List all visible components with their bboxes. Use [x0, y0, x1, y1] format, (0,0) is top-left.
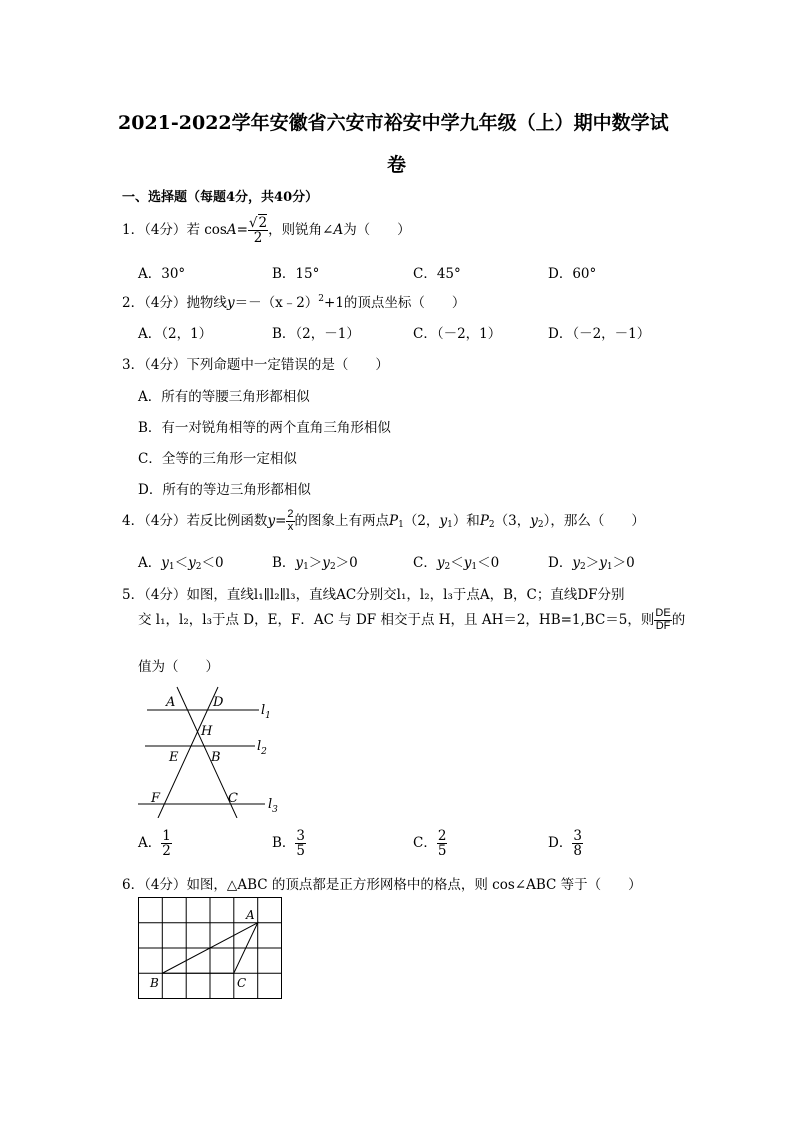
q5-option-a: A． $\frac{1}{2}$ [138, 828, 171, 860]
fig6-label-a: A [246, 908, 255, 922]
q3-option-c: C．全等的三角形一定相似 [138, 451, 297, 467]
q1-option-d: D．60° [548, 266, 597, 282]
question-5-line2: 交 l₁，l₂，l₃于点 D，E，F．AC 与 DF 相交于点 H，且 AH＝2，HB=1,BC＝5，则 $\frac{DE}{DF}$ 的 [138, 607, 686, 632]
fig5-label-a: A [166, 695, 176, 710]
q3-option-a: A．所有的等腰三角形都相似 [138, 389, 310, 405]
q5-option-b: B． $\frac{3}{5}$ [272, 828, 306, 860]
q2-option-a: A．（2，1） [138, 326, 213, 342]
fig5-label-c: C [228, 791, 238, 806]
question-5-line1: 5．（4分）如图，直线l₁∥l₂∥l₃，直线AC分别交l₁，l₂，l₃于点A，B，C；直线DF分别 [122, 587, 625, 603]
fig5-label-l2: $l_2$ [257, 739, 267, 757]
q5-parallel-lines-figure [135, 682, 285, 818]
q5-option-c: C． $\frac{2}{5}$ [413, 828, 447, 860]
fig5-label-b: B [211, 750, 221, 765]
question-6: 6．（4分）如图，△ABC 的顶点都是正方形网格中的格点，则 cos∠ABC 等于（ ） [122, 877, 642, 893]
q4-option-b: B．$y_1>y_2>0$ [272, 555, 358, 572]
fig5-label-h: H [201, 724, 213, 739]
fig5-label-e: E [169, 750, 179, 765]
fig5-label-d: D [213, 695, 224, 710]
q6-grid-triangle-figure [137, 896, 283, 1000]
fig6-label-b: B [150, 976, 159, 990]
q2-option-d: D．（－2，－1） [548, 326, 651, 342]
q3-option-d: D．所有的等边三角形都相似 [138, 482, 311, 498]
page-title-line2: 卷 [387, 154, 407, 176]
question-3: 3．（4分）下列命题中一定错误的是（ ） [122, 357, 389, 373]
section-heading: 一、选择题（每题4分，共40分） [122, 190, 319, 205]
fig6-label-c: C [237, 976, 247, 990]
q1-option-c: C．45° [413, 266, 461, 282]
question-1: 1．（4分）若 cosA= $\frac{√2}{2}$ ，则锐角∠A为（ ） [122, 215, 411, 247]
question-2: 2．（4分）抛物线y＝－（x﹣2）$^2$+1的顶点坐标（ ） [122, 294, 466, 311]
q4-option-c: C．$y_2<y_1<0$ [413, 555, 500, 572]
q2-option-b: B．（2，－1） [272, 326, 360, 342]
q3-option-b: B．有一对锐角相等的两个直角三角形相似 [138, 420, 391, 436]
q1-option-b: B．15° [272, 266, 320, 282]
question-5-line3: 值为（ ） [138, 659, 219, 675]
question-4: 4．（4分）若反比例函数y= $\frac{2}{x}$ 的图象上有两点$P_1(2$，$y_1$）和$P_2(3$，$y_2$），那么（ ） [122, 508, 645, 533]
q1-option-a: A．30° [138, 266, 186, 282]
page-title-line1: 2021-2022学年安徽省六安市裕安中学九年级（上）期中数学试 [118, 112, 669, 134]
q4-option-d: D．$y_2>y_1>0$ [548, 555, 635, 572]
q4-option-a: A．$y_1<y_2<0$ [138, 555, 224, 572]
fig5-label-f: F [151, 791, 161, 806]
fig5-label-l1: $l_1$ [261, 703, 271, 721]
q5-option-d: D． $\frac{3}{8}$ [548, 828, 582, 860]
fig5-label-l3: $l_3$ [268, 797, 278, 815]
q2-option-c: C．（－2，1） [413, 326, 502, 342]
